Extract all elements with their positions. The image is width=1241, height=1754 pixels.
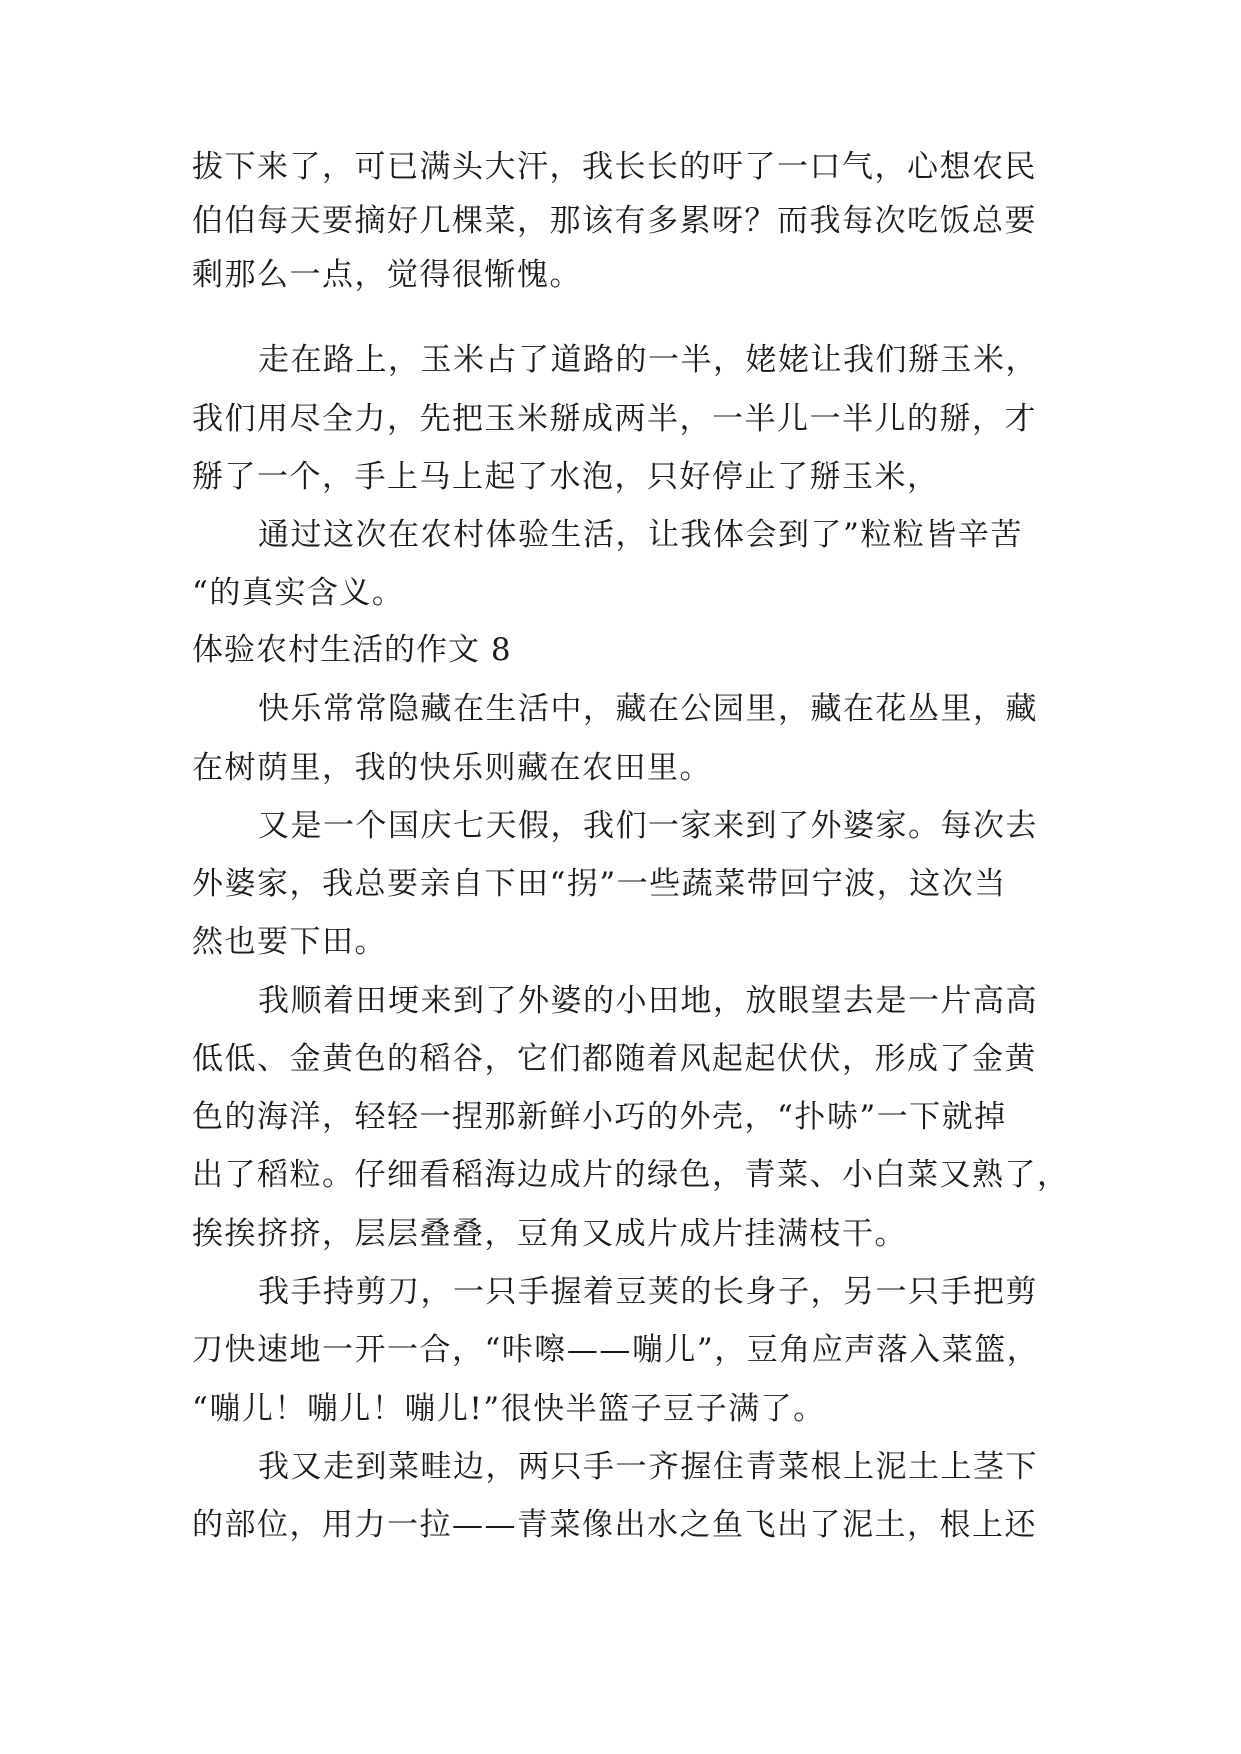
paragraph-6-line-2: 低低、金黄色的稻谷，它们都随着风起起伏伏，形成了金黄 xyxy=(192,1041,1037,1077)
paragraph-8-line-1: 我又走到菜畦边，两只手一齐握住青菜根上泥土上茎下 xyxy=(258,1449,1038,1485)
paragraph-6-line-3: 色的海洋，轻轻一捏那新鲜小巧的外壳，“扑哧”一下就掉 xyxy=(192,1099,1007,1135)
paragraph-7-line-2: 刀快速地一开一合，“咔嚓——嘣儿”，豆角应声落入菜篮， xyxy=(192,1332,1040,1368)
paragraph-2-line-2: 我们用尽全力，先把玉米掰成两半，一半儿一半儿的掰，才 xyxy=(192,401,1037,437)
paragraph-1-line-2: 伯伯每天要摘好几棵菜，那该有多累呀？而我每次吃饭总要 xyxy=(192,203,1037,239)
paragraph-3-line-2: “的真实含义。 xyxy=(192,575,405,611)
paragraph-6-line-5: 挨挨挤挤，层层叠叠，豆角又成片成片挂满枝干。 xyxy=(192,1216,907,1252)
paragraph-8-line-2: 的部位，用力一拉——青菜像出水之鱼飞出了泥土，根上还 xyxy=(192,1507,1037,1543)
paragraph-7-line-1: 我手持剪刀，一只手握着豆荚的长身子，另一只手把剪 xyxy=(258,1274,1038,1310)
paragraph-7-line-3: “嘣儿！嘣儿！嘣儿!”很快半篮子豆子满了。 xyxy=(192,1391,826,1427)
paragraph-1-line-3: 剩那么一点，觉得很惭愧。 xyxy=(192,257,582,293)
paragraph-5-line-1: 又是一个国庆七天假，我们一家来到了外婆家。每次去 xyxy=(258,808,1038,844)
paragraph-6-line-4: 出了稻粒。仔细看稻海边成片的绿色，青菜、小白菜又熟了， xyxy=(192,1157,1070,1193)
paragraph-4-line-2: 在树荫里，我的快乐则藏在农田里。 xyxy=(192,750,712,786)
paragraph-4-line-1: 快乐常常隐藏在生活中，藏在公园里，藏在花丛里，藏 xyxy=(258,691,1038,727)
paragraph-2-line-1: 走在路上，玉米占了道路的一半，姥姥让我们掰玉米， xyxy=(258,342,1038,378)
paragraph-5-line-3: 然也要下田。 xyxy=(192,924,387,960)
paragraph-5-line-2: 外婆家，我总要亲自下田“拐”一些蔬菜带回宁波，这次当 xyxy=(192,866,1007,902)
paragraph-6-line-1: 我顺着田埂来到了外婆的小田地，放眼望去是一片高高 xyxy=(258,983,1038,1019)
section-heading: 体验农村生活的作文 8 xyxy=(192,632,512,668)
paragraph-2-line-3: 掰了一个，手上马上起了水泡，只好停止了掰玉米， xyxy=(192,459,940,495)
paragraph-3-line-1: 通过这次在农村体验生活，让我体会到了”粒粒皆辛苦 xyxy=(258,517,1023,553)
paragraph-1-line-1: 拔下来了，可已满头大汗，我长长的吁了一口气，心想农民 xyxy=(192,149,1037,185)
